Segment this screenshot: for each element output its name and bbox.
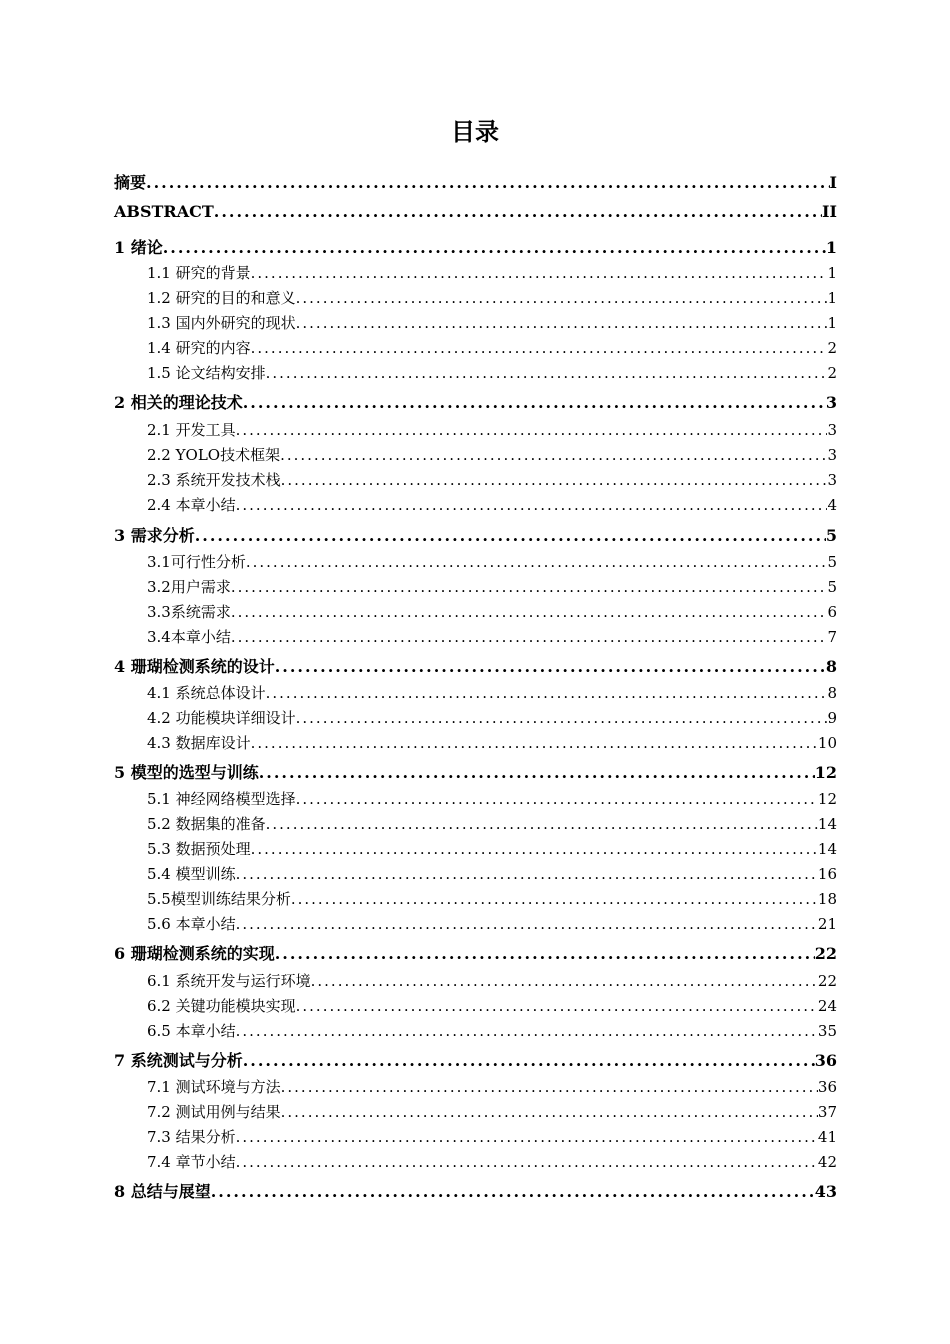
toc-page-number: 41: [817, 1128, 837, 1146]
toc-leader-dots: [275, 657, 826, 676]
toc-page-number: 1: [825, 238, 837, 257]
toc-page-number: 2: [827, 339, 837, 357]
toc-entry-label: 7.1 测试环境与方法: [147, 1078, 281, 1096]
toc-leader-dots: [296, 709, 828, 727]
toc-entry-label: 5.1 神经网络模型选择: [147, 790, 296, 808]
toc-leader-dots: [259, 763, 815, 782]
toc-page-number: 7: [827, 628, 837, 646]
toc-leader-dots: [275, 944, 815, 963]
toc-page-number: 9: [827, 709, 837, 727]
toc-section-entry[interactable]: [147, 444, 837, 465]
toc-page-number: 5: [825, 526, 837, 545]
toc-entry-label: 6.1 系统开发与运行环境: [147, 972, 311, 990]
toc-leader-dots: [266, 684, 828, 702]
toc-page-number: 1: [827, 314, 837, 332]
toc-page-number: 1: [827, 264, 837, 282]
toc-page-number: 16: [817, 865, 837, 883]
toc-entry-label: 3.2用户需求: [147, 578, 231, 596]
toc-section-entry[interactable]: [147, 287, 837, 308]
toc-leader-dots: [231, 603, 828, 621]
toc-page-number: 42: [817, 1153, 837, 1171]
toc-entry-label: 4.3 数据库设计: [147, 734, 251, 752]
toc-section-entry[interactable]: [147, 1020, 837, 1041]
toc-section-entry[interactable]: [147, 1101, 837, 1122]
toc-entry-label: 1.3 国内外研究的现状: [147, 314, 296, 332]
toc-leader-dots: [251, 734, 818, 752]
toc-leader-dots: [266, 364, 828, 382]
toc-leader-dots: [236, 865, 818, 883]
toc-page-number: 37: [817, 1103, 837, 1121]
toc-chapter-entry[interactable]: [114, 1179, 837, 1202]
toc-entry-label: 摘要: [114, 173, 147, 192]
toc-entry-label: 1.5 论文结构安排: [147, 364, 266, 382]
toc-leader-dots: [296, 790, 818, 808]
page-title: 目录: [451, 118, 499, 146]
toc-entry-label: ABSTRACT: [114, 202, 214, 221]
toc-page-number: 18: [817, 890, 837, 908]
toc-leader-dots: [236, 1153, 818, 1171]
toc-entry-label: 1.2 研究的目的和意义: [147, 289, 296, 307]
toc-entry-label: 3.1可行性分析: [147, 553, 246, 571]
toc-section-entry[interactable]: [147, 337, 837, 358]
toc-chapter-entry[interactable]: [114, 654, 837, 677]
toc-leader-dots: [163, 238, 826, 257]
toc-leader-dots: [231, 628, 828, 646]
toc-entry-label: 5 模型的选型与训练: [114, 763, 259, 782]
toc-entry-label: 3.3系统需求: [147, 603, 231, 621]
toc-entry-label: 5.5模型训练结果分析: [147, 890, 291, 908]
toc-section-entry[interactable]: [147, 707, 837, 728]
toc-section-entry[interactable]: [147, 626, 837, 647]
toc-leader-dots: [236, 1022, 818, 1040]
toc-leader-dots: [296, 997, 818, 1015]
toc-page-number: 10: [817, 734, 837, 752]
toc-leader-dots: [211, 1182, 815, 1201]
toc-section-entry[interactable]: [147, 469, 837, 490]
toc-entry-label: 6 珊瑚检测系统的实现: [114, 944, 275, 963]
toc-chapter-entry[interactable]: [114, 760, 837, 783]
toc-chapter-entry[interactable]: [114, 941, 837, 964]
toc-entry-label: 4 珊瑚检测系统的设计: [114, 657, 275, 676]
toc-leader-dots: [281, 471, 828, 489]
toc-chapter-entry[interactable]: [114, 170, 837, 193]
toc-leader-dots: [246, 553, 828, 571]
toc-page-number: 14: [817, 815, 837, 833]
toc-entry-label: 5.4 模型训练: [147, 865, 236, 883]
toc-leader-dots: [266, 815, 818, 833]
toc-page-number: 6: [827, 603, 837, 621]
toc-page-number: 8: [827, 684, 837, 702]
toc-section-entry[interactable]: [147, 1126, 837, 1147]
toc-entry-label: 4.2 功能模块详细设计: [147, 709, 296, 727]
toc-leader-dots: [236, 1128, 818, 1146]
toc-page-number: 5: [827, 553, 837, 571]
toc-entry-label: 2 相关的理论技术: [114, 393, 243, 412]
toc-leader-dots: [236, 915, 818, 933]
toc-entry-label: 1.4 研究的内容: [147, 339, 251, 357]
toc-section-entry[interactable]: [147, 601, 837, 622]
toc-page-number: 36: [814, 1051, 837, 1070]
toc-entry-label: 7.3 结果分析: [147, 1128, 236, 1146]
toc-page-number: 24: [817, 997, 837, 1015]
toc-page-number: 14: [817, 840, 837, 858]
toc-page-number: 3: [827, 421, 837, 439]
toc-page-number: 4: [827, 496, 837, 514]
toc-page-number: 22: [817, 972, 837, 990]
toc-section-entry[interactable]: [147, 312, 837, 333]
toc-leader-dots: [296, 289, 828, 307]
toc-page-number: II: [822, 202, 837, 221]
toc-entry-label: 6.5 本章小结: [147, 1022, 236, 1040]
toc-chapter-entry[interactable]: [114, 523, 837, 546]
toc-entry-label: 5.6 本章小结: [147, 915, 236, 933]
toc-page-number: 5: [827, 578, 837, 596]
toc-page-number: 12: [814, 763, 837, 782]
toc-entry-label: 5.2 数据集的准备: [147, 815, 266, 833]
toc-entry-label: 2.3 系统开发技术栈: [147, 471, 281, 489]
toc-page-number: 3: [827, 471, 837, 489]
toc-section-entry[interactable]: [147, 682, 837, 703]
toc-entry-label: 7 系统测试与分析: [114, 1051, 243, 1070]
toc-leader-dots: [236, 496, 828, 514]
toc-leader-dots: [231, 578, 828, 596]
toc-leader-dots: [251, 840, 818, 858]
toc-section-entry[interactable]: [147, 838, 837, 859]
toc-leader-dots: [243, 393, 826, 412]
toc-page-number: 1: [827, 289, 837, 307]
toc-entry-label: 2.2 YOLO技术框架: [147, 446, 281, 464]
toc-page-number: I: [829, 173, 837, 192]
toc-leader-dots: [280, 446, 827, 464]
toc-entry-label: 7.2 测试用例与结果: [147, 1103, 281, 1121]
toc-page-number: 36: [817, 1078, 837, 1096]
toc-page-number: 22: [814, 944, 837, 963]
toc-section-entry[interactable]: [147, 551, 837, 572]
toc-chapter-entry[interactable]: [114, 235, 837, 258]
toc-entry-label: 3 需求分析: [114, 526, 195, 545]
toc-entry-label: 7.4 章节小结: [147, 1153, 236, 1171]
toc-page-number: 8: [825, 657, 837, 676]
toc-section-entry[interactable]: [147, 788, 837, 809]
toc-page-number: 3: [825, 393, 837, 412]
toc-entry-label: 2.4 本章小结: [147, 496, 236, 514]
toc-leader-dots: [243, 1051, 815, 1070]
toc-chapter-entry[interactable]: [114, 390, 837, 413]
toc-section-entry[interactable]: [147, 576, 837, 597]
toc-leader-dots: [311, 972, 818, 990]
toc-entry-label: 6.2 关键功能模块实现: [147, 997, 296, 1015]
toc-section-entry[interactable]: [147, 1151, 837, 1172]
toc-chapter-entry[interactable]: [114, 202, 837, 221]
toc-section-entry[interactable]: [147, 494, 837, 515]
toc-leader-dots: [291, 890, 818, 908]
toc-page-number: 12: [817, 790, 837, 808]
toc-leader-dots: [296, 314, 828, 332]
toc-page-number: 3: [827, 446, 837, 464]
toc-page-number: 43: [814, 1182, 837, 1201]
toc-section-entry[interactable]: [147, 1076, 837, 1097]
toc-leader-dots: [236, 421, 828, 439]
toc-section-entry[interactable]: [147, 813, 837, 834]
toc-section-entry[interactable]: [147, 970, 837, 991]
toc-leader-dots: [214, 202, 822, 221]
toc-page-number: 21: [817, 915, 837, 933]
toc-section-entry[interactable]: [147, 419, 837, 440]
toc-section-entry[interactable]: [147, 863, 837, 884]
toc-section-entry[interactable]: [147, 888, 837, 909]
toc-section-entry[interactable]: [147, 732, 837, 753]
toc-leader-dots: [281, 1078, 818, 1096]
toc-section-entry[interactable]: [147, 262, 837, 283]
toc-chapter-entry[interactable]: [114, 1048, 837, 1071]
toc-leader-dots: [146, 173, 830, 192]
toc-page-number: 35: [817, 1022, 837, 1040]
toc-entry-label: 2.1 开发工具: [147, 421, 236, 439]
toc-entry-label: 1 绪论: [114, 238, 163, 257]
toc-leader-dots: [251, 339, 828, 357]
toc-page-number: 2: [827, 364, 837, 382]
toc-leader-dots: [281, 1103, 818, 1121]
toc-section-entry[interactable]: [147, 913, 837, 934]
toc-entry-label: 8 总结与展望: [114, 1182, 211, 1201]
toc-section-entry[interactable]: [147, 362, 837, 383]
toc-entry-label: 1.1 研究的背景: [147, 264, 251, 282]
toc-entry-label: 3.4本章小结: [147, 628, 231, 646]
toc-leader-dots: [251, 264, 828, 282]
toc-section-entry[interactable]: [147, 995, 837, 1016]
toc-leader-dots: [195, 526, 826, 545]
toc-entry-label: 4.1 系统总体设计: [147, 684, 266, 702]
toc-entry-label: 5.3 数据预处理: [147, 840, 251, 858]
